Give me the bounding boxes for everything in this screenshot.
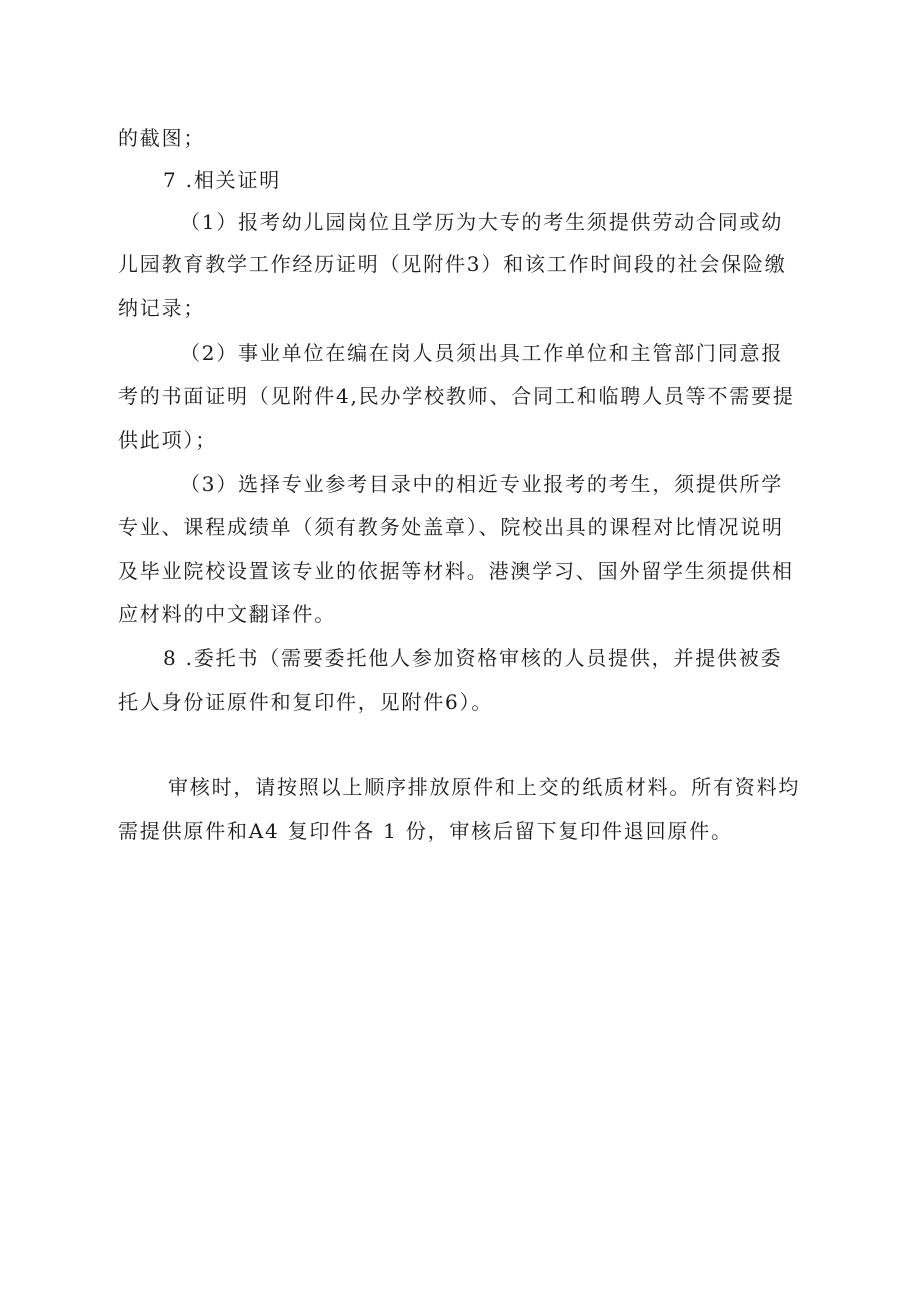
paragraph-line: 应材料的中文翻译件。 <box>118 602 336 626</box>
paragraph-line: 纳记录； <box>118 296 206 320</box>
paragraph-line: 考的书面证明（见附件4,民办学校教师、合同工和临聘人员等不需要提 <box>118 384 795 408</box>
paragraph-line: 需提供原件和A4 复印件各 1 份，审核后留下复印件退回原件。 <box>118 819 733 843</box>
paragraph-line: （3）选择专业参考目录中的相近专业报考的考生，须提供所学 <box>180 472 784 496</box>
paragraph-line: （2）事业单位在编在岗人员须出具工作单位和主管部门同意报 <box>180 341 784 365</box>
paragraph-line: （1）报考幼儿园岗位且学历为大专的考生须提供劳动合同或幼 <box>180 210 784 234</box>
section-heading: 8 .委托书（需要委托他人参加资格审核的人员提供，并提供被委 <box>163 646 783 670</box>
section-heading: 7 .相关证明 <box>163 168 282 192</box>
paragraph-line: 托人身份证原件和复印件，见附件6）。 <box>118 690 494 714</box>
paragraph-line: 及毕业院校设置该专业的依据等材料。港澳学习、国外留学生须提供相 <box>118 559 794 583</box>
paragraph-line: 审核时，请按照以上顺序排放原件和上交的纸质材料。所有资料均 <box>168 775 801 799</box>
paragraph-line: 儿园教育教学工作经历证明（见附件3）和该工作时间段的社会保险缴 <box>118 252 787 276</box>
paragraph-line: 专业、课程成绩单（须有教务处盖章）、院校出具的课程对比情况说明 <box>118 515 784 539</box>
paragraph-line: 供此项）； <box>118 428 217 452</box>
paragraph-line: 的截图； <box>118 126 206 150</box>
